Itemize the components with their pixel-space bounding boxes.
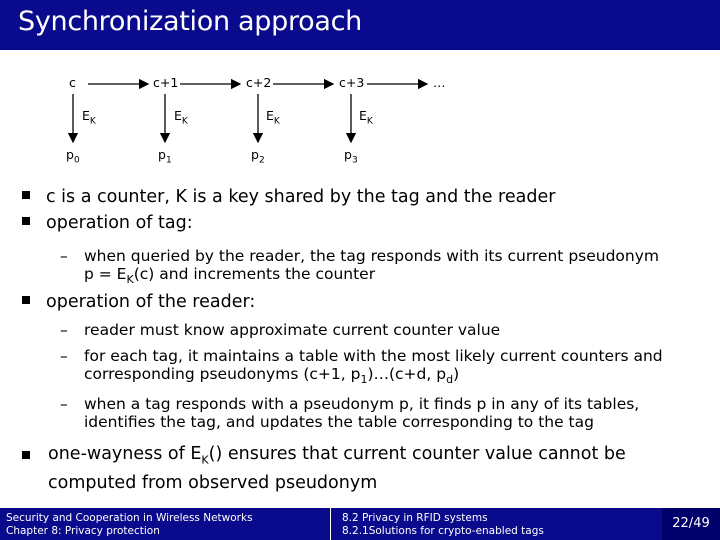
ek-label-1: $E_K$: [174, 108, 188, 127]
sub-bullet-finds-pseudonym: – when a tag responds with a pseudonym p, it finds p in any of its tables, identifies the tag, and updates the table corresponding to the tag: [60, 395, 640, 431]
counter-c2: c+2: [246, 75, 272, 90]
ek-label-0: $E_K$: [82, 108, 96, 127]
footer-divider: [330, 508, 331, 540]
counter-c3: c+3: [339, 75, 365, 90]
sub-bullet-maintains-table: – for each tag, it maintains a table with the most likely current counters and corresponding pseudonyms (c+1, $p_1)\dots(c+d$, $p_d$): [60, 347, 663, 387]
bullet-square-icon: [22, 451, 30, 459]
counter-diagram: [0, 50, 720, 180]
bullet-square-icon: [22, 217, 30, 225]
counter-c: c: [69, 75, 76, 90]
dash-icon: –: [60, 347, 68, 365]
pseudonym-p1: $p_1$: [158, 147, 172, 166]
page-number: 22/49: [662, 508, 720, 540]
counter-c1: c+1: [153, 75, 179, 90]
bullet-counter-key: c is a counter, K is a key shared by the tag and the reader: [22, 187, 555, 207]
slide-title: Synchronization approach: [18, 6, 362, 37]
ek-label-3: $E_K$: [359, 108, 373, 127]
pseudonym-p3: $p_3$: [344, 147, 358, 166]
dash-icon: –: [60, 321, 68, 339]
sub-bullet-approx-counter: – reader must know approximate current counter value: [60, 321, 501, 339]
footer-bar: [0, 508, 720, 540]
bullet-square-icon: [22, 296, 30, 304]
pseudonym-p0: $p_0$: [66, 147, 80, 166]
footer-course-info: Security and Cooperation in Wireless Networks Chapter 8: Privacy protection: [6, 512, 253, 537]
title-bar: [0, 0, 720, 50]
footer-section-info: 8.2 Privacy in RFID systems 8.2.1Solutions for crypto-enabled tags: [342, 512, 544, 537]
pseudonym-p2: $p_2$: [251, 147, 265, 166]
dash-icon: –: [60, 395, 68, 413]
ek-label-2: $E_K$: [266, 108, 280, 127]
counter-ellipsis: …: [433, 75, 446, 90]
dash-icon: –: [60, 247, 68, 265]
bullet-one-wayness: one-wayness of $E_K()$ ensures that current counter value cannot be computed from observed pseudonym: [22, 443, 702, 495]
bullet-square-icon: [22, 191, 30, 199]
bullet-operation-reader: operation of the reader:: [22, 292, 255, 312]
bullet-operation-tag: operation of tag:: [22, 213, 193, 233]
sub-bullet-tag-responds: – when queried by the reader, the tag responds with its current pseudonym $p = E_K(c)$ and increments the counter: [60, 247, 660, 287]
